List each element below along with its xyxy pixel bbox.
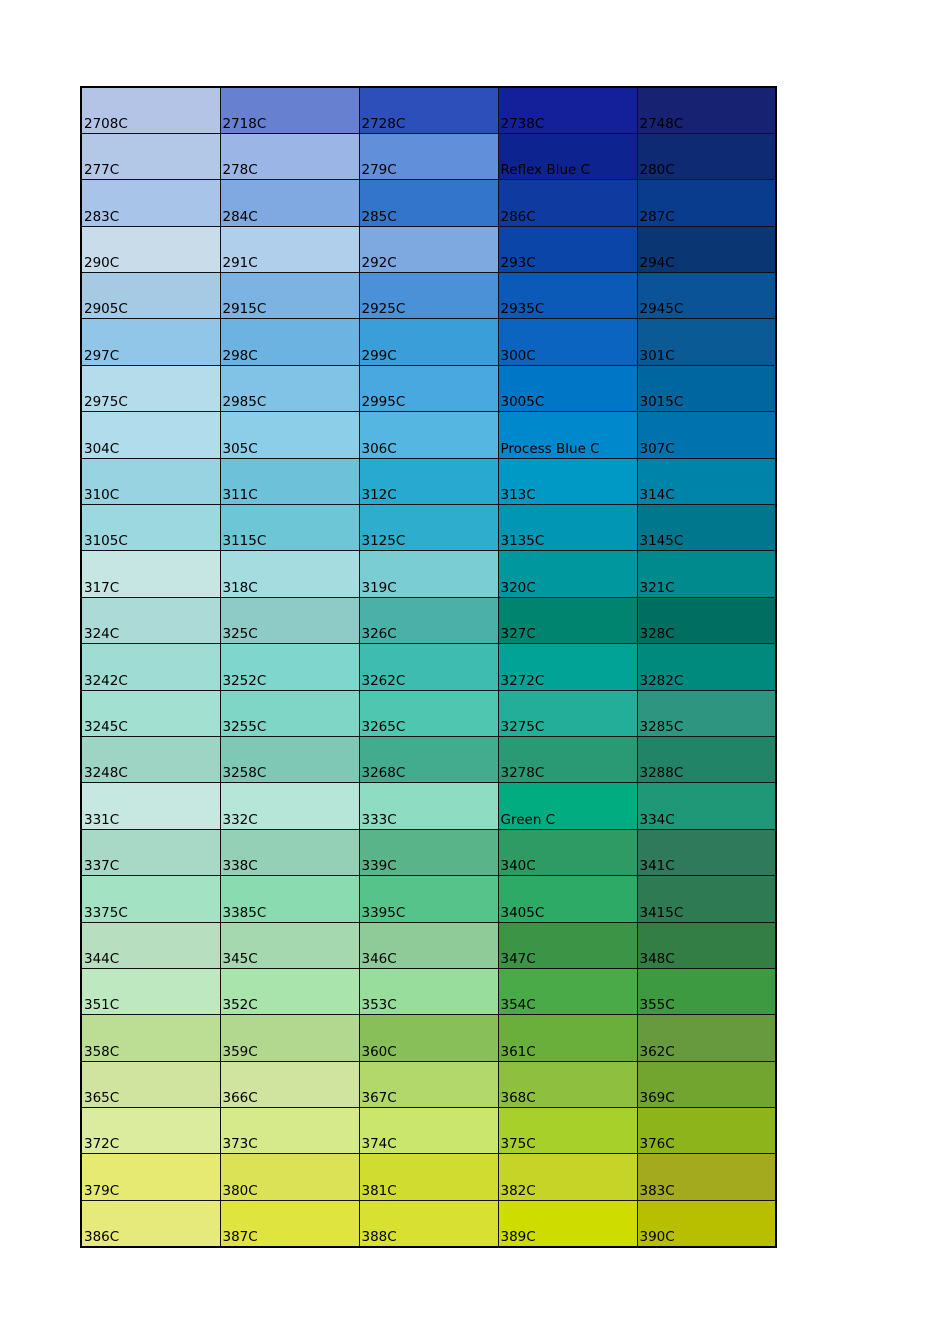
color-swatch xyxy=(498,412,637,458)
swatch-label: 286C xyxy=(500,208,536,225)
color-swatch xyxy=(637,690,776,736)
swatch-label: 299C xyxy=(361,347,397,364)
swatch-label: 293C xyxy=(500,255,536,272)
color-swatch xyxy=(81,133,220,179)
color-swatch xyxy=(498,365,637,411)
color-swatch xyxy=(359,597,498,643)
swatch-label: 361C xyxy=(500,1043,536,1060)
swatch-label: 3252C xyxy=(222,672,267,689)
swatch-label: 2708C xyxy=(84,115,128,132)
color-swatch xyxy=(359,319,498,365)
swatch-label: 344C xyxy=(84,950,120,967)
color-swatch xyxy=(220,133,359,179)
swatch-label: 313C xyxy=(500,487,536,504)
swatch-label: Reflex Blue C xyxy=(500,162,591,179)
swatch-label: 311C xyxy=(222,487,258,504)
swatch-label: 360C xyxy=(361,1043,397,1060)
color-swatch xyxy=(498,226,637,272)
color-swatch xyxy=(359,458,498,504)
color-swatch xyxy=(81,458,220,504)
swatch-label: 3375C xyxy=(84,904,128,921)
color-swatch xyxy=(220,87,359,133)
swatch-label: 3105C xyxy=(84,533,128,550)
color-swatch xyxy=(637,644,776,690)
color-swatch xyxy=(359,365,498,411)
swatch-label: 3242C xyxy=(84,672,128,689)
swatch-label: 301C xyxy=(639,347,675,364)
color-swatch xyxy=(498,644,637,690)
swatch-label: 310C xyxy=(84,487,120,504)
swatch-label: 3405C xyxy=(500,904,545,921)
color-swatch xyxy=(359,1108,498,1154)
color-swatch xyxy=(81,273,220,319)
swatch-label: 314C xyxy=(639,487,675,504)
swatch-label: 366C xyxy=(222,1090,258,1107)
swatch-label: 3125C xyxy=(361,533,406,550)
swatch-label: 300C xyxy=(500,347,536,364)
swatch-label: 324C xyxy=(84,626,120,643)
swatch-label: 3115C xyxy=(222,533,267,550)
swatch-label: 2935C xyxy=(500,301,545,318)
swatch-label: 321C xyxy=(639,579,675,596)
color-swatch xyxy=(498,180,637,226)
color-swatch xyxy=(220,736,359,782)
swatch-label: 333C xyxy=(361,811,397,828)
color-swatch xyxy=(81,690,220,736)
swatch-label: 325C xyxy=(222,626,258,643)
swatch-label: 3395C xyxy=(361,904,406,921)
color-swatch xyxy=(220,783,359,829)
color-swatch xyxy=(498,1061,637,1107)
color-swatch xyxy=(359,180,498,226)
color-swatch xyxy=(637,1200,776,1246)
swatch-label: 2748C xyxy=(639,115,684,132)
color-swatch xyxy=(637,365,776,411)
swatch-label: 346C xyxy=(361,950,397,967)
swatch-label: 304C xyxy=(84,440,120,457)
swatch-label: 319C xyxy=(361,579,397,596)
swatch-label: 2718C xyxy=(222,115,267,132)
color-swatch xyxy=(498,273,637,319)
swatch-label: 292C xyxy=(361,255,397,272)
swatch-row xyxy=(81,597,776,643)
color-swatch xyxy=(81,87,220,133)
swatch-label: 3285C xyxy=(639,718,684,735)
swatch-row xyxy=(81,876,776,922)
swatch-label: 338C xyxy=(222,858,258,875)
swatch-label: 3145C xyxy=(639,533,684,550)
color-swatch xyxy=(637,505,776,551)
swatch-label: 294C xyxy=(639,255,675,272)
swatch-row xyxy=(81,783,776,829)
color-swatch xyxy=(81,1200,220,1246)
swatch-label: 387C xyxy=(222,1228,258,1245)
swatch-label: 3135C xyxy=(500,533,545,550)
swatch-row xyxy=(81,1061,776,1107)
color-swatch xyxy=(498,736,637,782)
swatch-label: 340C xyxy=(500,858,536,875)
color-swatch xyxy=(498,1154,637,1200)
color-swatch xyxy=(498,690,637,736)
color-swatch xyxy=(359,922,498,968)
swatch-label: 374C xyxy=(361,1136,397,1153)
swatch-label: 2905C xyxy=(84,301,128,318)
swatch-label: 320C xyxy=(500,579,536,596)
color-swatch xyxy=(498,319,637,365)
swatch-label: 355C xyxy=(639,997,675,1014)
color-swatch xyxy=(81,922,220,968)
swatch-label: 339C xyxy=(361,858,397,875)
swatch-label: 352C xyxy=(222,997,258,1014)
swatch-label: 2995C xyxy=(361,394,406,411)
swatch-label: 327C xyxy=(500,626,536,643)
color-swatch xyxy=(637,922,776,968)
swatch-label: Green C xyxy=(500,811,556,828)
swatch-label: 388C xyxy=(361,1228,397,1245)
color-swatch xyxy=(220,412,359,458)
color-swatch xyxy=(498,922,637,968)
swatch-label: 359C xyxy=(222,1043,258,1060)
color-swatch xyxy=(637,1015,776,1061)
swatch-label: 285C xyxy=(361,208,397,225)
swatch-label: 306C xyxy=(361,440,397,457)
color-swatch xyxy=(637,273,776,319)
color-swatch xyxy=(81,180,220,226)
color-swatch xyxy=(81,1154,220,1200)
color-swatch xyxy=(220,1061,359,1107)
color-swatch xyxy=(220,458,359,504)
color-swatch xyxy=(359,968,498,1014)
color-swatch xyxy=(220,365,359,411)
color-swatch xyxy=(359,505,498,551)
color-swatch xyxy=(637,597,776,643)
color-swatch xyxy=(220,829,359,875)
swatch-label: 307C xyxy=(639,440,675,457)
color-swatch xyxy=(637,551,776,597)
swatch-label: 375C xyxy=(500,1136,536,1153)
color-swatch xyxy=(498,829,637,875)
swatch-row xyxy=(81,133,776,179)
swatch-row xyxy=(81,412,776,458)
swatch-label: 279C xyxy=(361,162,397,179)
color-swatch xyxy=(498,968,637,1014)
color-swatch xyxy=(220,273,359,319)
color-swatch xyxy=(498,458,637,504)
swatch-row xyxy=(81,829,776,875)
swatch-label: 3282C xyxy=(639,672,684,689)
color-swatch xyxy=(359,551,498,597)
color-swatch xyxy=(220,1015,359,1061)
swatch-label: 354C xyxy=(500,997,536,1014)
color-swatch xyxy=(81,412,220,458)
color-swatch xyxy=(220,968,359,1014)
swatch-label: 277C xyxy=(84,162,120,179)
color-swatch xyxy=(359,1200,498,1246)
color-swatch xyxy=(637,783,776,829)
swatch-label: 358C xyxy=(84,1043,120,1060)
swatch-label: 331C xyxy=(84,811,120,828)
swatch-label: 290C xyxy=(84,255,120,272)
swatch-row xyxy=(81,1015,776,1061)
color-swatch xyxy=(220,597,359,643)
color-swatch xyxy=(81,505,220,551)
swatch-label: 317C xyxy=(84,579,120,596)
swatch-row xyxy=(81,180,776,226)
color-swatch xyxy=(498,876,637,922)
color-swatch xyxy=(637,412,776,458)
swatch-row xyxy=(81,505,776,551)
color-swatch xyxy=(359,690,498,736)
color-swatch xyxy=(81,876,220,922)
swatch-label: 2915C xyxy=(222,301,267,318)
swatch-label: 362C xyxy=(639,1043,675,1060)
swatch-label: 381C xyxy=(361,1182,397,1199)
color-swatch xyxy=(637,1154,776,1200)
swatch-label: 341C xyxy=(639,858,675,875)
swatch-label: 345C xyxy=(222,950,258,967)
swatch-label: 280C xyxy=(639,162,675,179)
color-swatch xyxy=(359,226,498,272)
swatch-row xyxy=(81,1200,776,1246)
color-swatch xyxy=(359,273,498,319)
color-swatch xyxy=(81,319,220,365)
swatch-label: 3262C xyxy=(361,672,406,689)
swatch-row xyxy=(81,1154,776,1200)
swatch-label: 3272C xyxy=(500,672,545,689)
color-swatch xyxy=(637,87,776,133)
color-swatch xyxy=(359,133,498,179)
swatch-row xyxy=(81,319,776,365)
swatch-label: 3245C xyxy=(84,718,128,735)
swatch-label: 3415C xyxy=(639,904,684,921)
color-swatch xyxy=(637,1108,776,1154)
color-swatch xyxy=(220,1108,359,1154)
swatch-label: 380C xyxy=(222,1182,258,1199)
swatch-label: 369C xyxy=(639,1090,675,1107)
color-swatch xyxy=(359,1015,498,1061)
swatch-label: 3278C xyxy=(500,765,545,782)
swatch-label: 305C xyxy=(222,440,258,457)
color-swatch-table xyxy=(80,86,777,1248)
swatch-label: 297C xyxy=(84,347,120,364)
color-swatch xyxy=(220,876,359,922)
color-swatch xyxy=(637,876,776,922)
swatch-row xyxy=(81,87,776,133)
swatch-label: 2738C xyxy=(500,115,545,132)
swatch-label: 298C xyxy=(222,347,258,364)
swatch-label: 2985C xyxy=(222,394,267,411)
color-swatch xyxy=(359,412,498,458)
color-swatch xyxy=(498,597,637,643)
swatch-label: 2925C xyxy=(361,301,406,318)
color-swatch xyxy=(498,1200,637,1246)
color-swatch xyxy=(637,226,776,272)
swatch-label: 367C xyxy=(361,1090,397,1107)
swatch-label: 2945C xyxy=(639,301,684,318)
color-swatch xyxy=(498,551,637,597)
color-swatch xyxy=(498,1108,637,1154)
color-swatch xyxy=(220,644,359,690)
swatch-label: 3258C xyxy=(222,765,267,782)
swatch-label: 348C xyxy=(639,950,675,967)
swatch-label: 379C xyxy=(84,1182,120,1199)
color-swatch xyxy=(220,551,359,597)
swatch-label: 291C xyxy=(222,255,258,272)
color-swatch xyxy=(81,551,220,597)
color-swatch xyxy=(637,736,776,782)
color-swatch xyxy=(359,87,498,133)
color-swatch xyxy=(359,876,498,922)
swatch-label: 3288C xyxy=(639,765,684,782)
color-swatch xyxy=(498,505,637,551)
swatch-label: 389C xyxy=(500,1228,536,1245)
swatch-label: 3015C xyxy=(639,394,684,411)
swatch-row xyxy=(81,968,776,1014)
color-swatch xyxy=(220,505,359,551)
swatch-label: 312C xyxy=(361,487,397,504)
color-swatch xyxy=(81,829,220,875)
color-swatch xyxy=(81,1015,220,1061)
swatch-row xyxy=(81,1108,776,1154)
color-swatch xyxy=(81,736,220,782)
color-swatch xyxy=(81,597,220,643)
swatch-label: 386C xyxy=(84,1228,120,1245)
swatch-label: 287C xyxy=(639,208,675,225)
swatch-label: 318C xyxy=(222,579,258,596)
color-swatch xyxy=(220,180,359,226)
swatch-label: 3268C xyxy=(361,765,406,782)
color-swatch xyxy=(359,783,498,829)
color-swatch xyxy=(220,319,359,365)
swatch-label: 3275C xyxy=(500,718,545,735)
color-swatch xyxy=(359,736,498,782)
swatch-label: 365C xyxy=(84,1090,120,1107)
swatch-label: 383C xyxy=(639,1182,675,1199)
swatch-label: 373C xyxy=(222,1136,258,1153)
color-swatch xyxy=(359,829,498,875)
swatch-label: 347C xyxy=(500,950,536,967)
color-swatch xyxy=(498,783,637,829)
color-swatch xyxy=(81,968,220,1014)
swatch-label: 283C xyxy=(84,208,120,225)
color-swatch xyxy=(220,226,359,272)
swatch-label: 278C xyxy=(222,162,258,179)
swatch-label: 372C xyxy=(84,1136,120,1153)
color-swatch xyxy=(359,1061,498,1107)
swatch-row xyxy=(81,458,776,504)
color-swatch xyxy=(81,1108,220,1154)
color-swatch xyxy=(637,968,776,1014)
swatch-label: 376C xyxy=(639,1136,675,1153)
swatch-label: 3265C xyxy=(361,718,406,735)
swatch-row xyxy=(81,365,776,411)
color-swatch xyxy=(637,319,776,365)
swatch-row xyxy=(81,644,776,690)
swatch-row xyxy=(81,736,776,782)
swatch-label: 328C xyxy=(639,626,675,643)
color-swatch xyxy=(359,1154,498,1200)
color-swatch xyxy=(498,133,637,179)
color-swatch xyxy=(220,1154,359,1200)
swatch-label: 368C xyxy=(500,1090,536,1107)
color-swatch xyxy=(81,644,220,690)
swatch-label: 382C xyxy=(500,1182,536,1199)
swatch-label: 334C xyxy=(639,811,675,828)
color-swatch xyxy=(498,87,637,133)
swatch-label: 390C xyxy=(639,1228,675,1245)
swatch-label: 353C xyxy=(361,997,397,1014)
color-swatch xyxy=(498,1015,637,1061)
color-swatch xyxy=(637,458,776,504)
swatch-label: 337C xyxy=(84,858,120,875)
swatch-label: 3385C xyxy=(222,904,267,921)
color-swatch xyxy=(81,783,220,829)
swatch-table-body xyxy=(81,87,776,1247)
swatch-row xyxy=(81,273,776,319)
swatch-label: 326C xyxy=(361,626,397,643)
color-swatch xyxy=(637,1061,776,1107)
color-swatch xyxy=(637,829,776,875)
swatch-label: 332C xyxy=(222,811,258,828)
color-swatch xyxy=(81,226,220,272)
color-swatch xyxy=(637,133,776,179)
color-swatch xyxy=(220,690,359,736)
color-swatch xyxy=(637,180,776,226)
swatch-label: 3255C xyxy=(222,718,267,735)
swatch-row xyxy=(81,226,776,272)
swatch-label: 351C xyxy=(84,997,120,1014)
swatch-row xyxy=(81,690,776,736)
color-swatch xyxy=(81,1061,220,1107)
swatch-label: 3005C xyxy=(500,394,545,411)
swatch-row xyxy=(81,551,776,597)
swatch-label: 2728C xyxy=(361,115,406,132)
color-swatch xyxy=(220,1200,359,1246)
swatch-label: 2975C xyxy=(84,394,128,411)
color-swatch xyxy=(359,644,498,690)
swatch-label: 284C xyxy=(222,208,258,225)
swatch-label: 3248C xyxy=(84,765,128,782)
color-swatch xyxy=(81,365,220,411)
color-swatch xyxy=(220,922,359,968)
swatch-row xyxy=(81,922,776,968)
swatch-label: Process Blue C xyxy=(500,440,600,457)
